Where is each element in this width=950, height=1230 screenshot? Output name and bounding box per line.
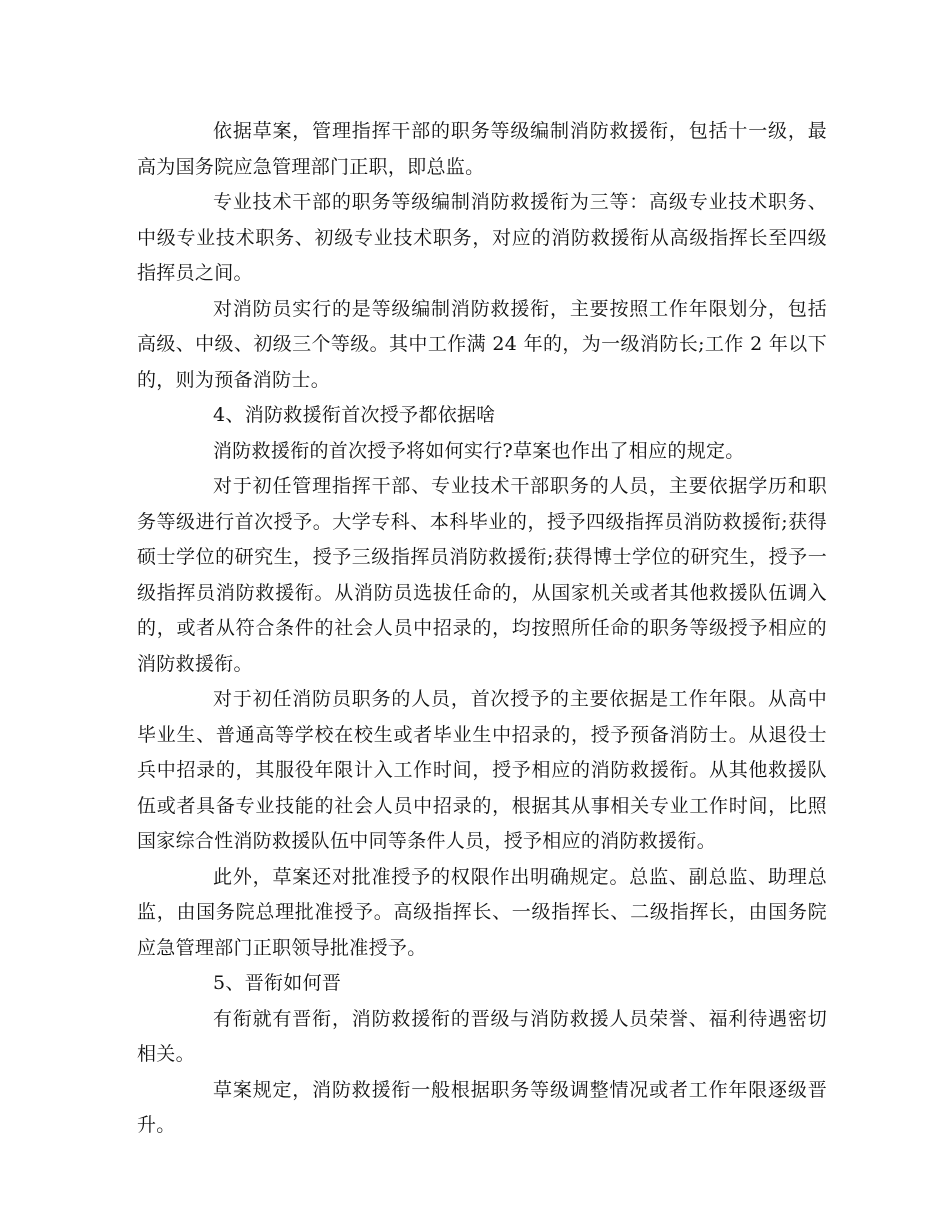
paragraph-firefighter-first-award: 对于初任消防员职务的人员，首次授予的主要依据是工作年限。从高中毕业生、普通高等学校在校生或者毕业生中招录的，授予预备消防士。从退役士兵中招录的，其服役年限计入工作时间，授予相应的消防救援衔。从其他救援队伍或者具备专业技能的社会人员中招录的，根据其从事相关专业工作时间，比照国家综合性消防救援队伍中同等条件人员，授予相应的消防救援衔。 — [137, 688, 827, 852]
document-body — [137, 114, 827, 1144]
section-heading-first-award: 4、消防救援衔首次授予都依据啥 — [213, 404, 496, 426]
paragraph-first-award-intro: 消防救援衔的首次授予将如何实行?草案也作出了相应的规定。 — [213, 439, 745, 462]
paragraph-cadre-first-award: 对于初任管理指挥干部、专业技术干部职务的人员，主要依据学历和职务等级进行首次授予。大学专科、本科毕业的，授予四级指挥员消防救援衔;获得硕士学位的研究生，授予三级指挥员消防救援衔;获得博士学位的研究生，授予一级指挥员消防救援衔。从消防员选拔任命的，从国家机关或者其他救援队伍调入的，或者从符合条件的社会人员中招录的，均按照所任命的职务等级授予相应的消防救援衔。 — [137, 475, 827, 675]
paragraph-officer-ranks: 依据草案，管理指挥干部的职务等级编制消防救援衔，包括十一级，最高为国务院应急管理部门正职，即总监。 — [137, 120, 827, 178]
paragraph-promotion-intro: 有衔就有晋衔，消防救援衔的晋级与消防救援人员荣誉、福利待遇密切相关。 — [137, 1007, 827, 1065]
section-heading-promotion: 5、晋衔如何晋 — [213, 972, 342, 994]
paragraph-technical-ranks: 专业技术干部的职务等级编制消防救援衔为三等：高级专业技术职务、中级专业技术职务、初级专业技术职务，对应的消防救援衔从高级指挥长至四级指挥员之间。 — [137, 191, 827, 284]
paragraph-approval-authority: 此外，草案还对批准授予的权限作出明确规定。总监、副总监、助理总监，由国务院总理批准授予。高级指挥长、一级指挥长、二级指挥长，由国务院应急管理部门正职领导批准授予。 — [137, 865, 827, 959]
paragraph-promotion-rule: 草案规定，消防救援衔一般根据职务等级调整情况或者工作年限逐级晋升。 — [137, 1078, 827, 1136]
paragraph-firefighter-ranks: 对消防员实行的是等级编制消防救援衔，主要按照工作年限划分，包括高级、中级、初级三个等级。其中工作满 24 年的，为一级消防长;工作 2 年以下的，则为预备消防士。 — [137, 297, 827, 391]
